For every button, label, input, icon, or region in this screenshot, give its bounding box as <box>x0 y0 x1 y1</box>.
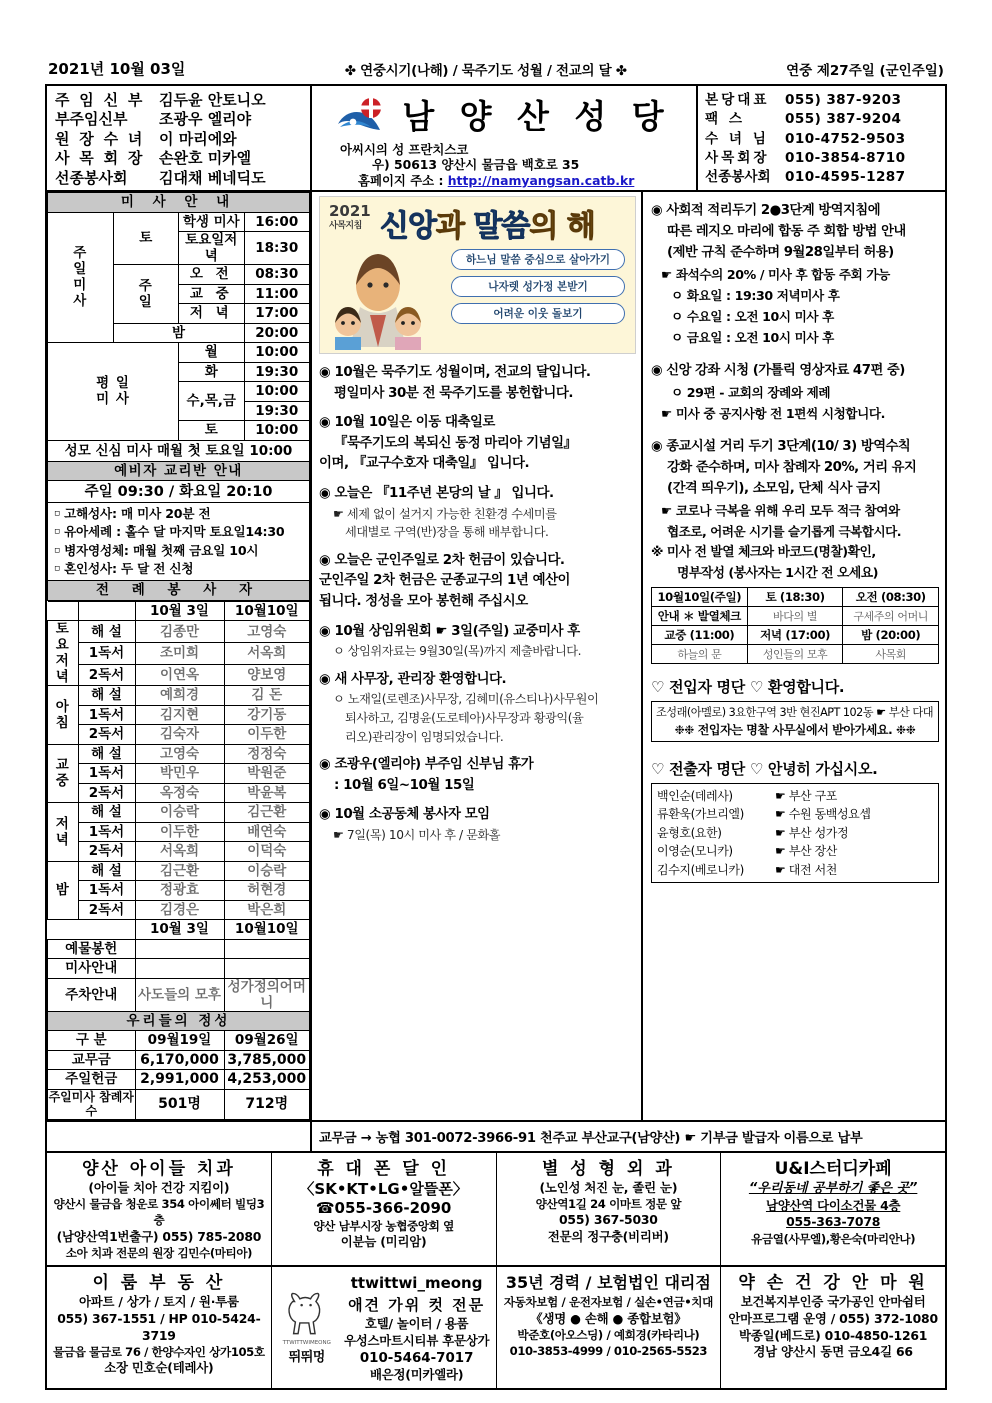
liturgy-server: 이두한 <box>135 822 224 842</box>
outgoing-row: 윤형호(요한) ☛ 부산 성가정 <box>657 825 849 840</box>
incoming-box <box>651 701 939 742</box>
liturgy-extra-label: 예물봉헌 <box>48 939 136 959</box>
promo-year-sub: 사목지침 <box>329 221 362 231</box>
offering-header: 09월19일 <box>135 1031 224 1051</box>
duty-cell: 성인들의 모후 <box>747 645 843 664</box>
duty-cell: 구세주의 어머니 <box>843 607 939 626</box>
liturgy-role: 1독서 <box>78 705 135 725</box>
duty-cell: 토 (18:30) <box>747 588 843 607</box>
liturgy-role: 해 설 <box>78 621 135 643</box>
offering-header: 구 분 <box>48 1031 136 1051</box>
mass-time: 18:30 <box>244 232 310 265</box>
ad-real-estate[interactable]: 이 룸 부 동 산 아파트 / 상가 / 토지 / 원·투룸 055) 367-1551 / HP 010-5424-3719 물금읍 물금로 76 / 한양수자인 상가105호 소장 민호순(테레사) <box>47 1267 272 1387</box>
outgoing-title: ♡ 전출자 명단 ♡ 안녕히 가십시오. <box>651 760 878 779</box>
sunday-mass-label: 주 일 미 사 <box>48 212 114 343</box>
staff-row <box>55 149 304 168</box>
bank-note: 교무금 → 농협 301-0072-3966-91 천주교 부산교구(남양산) ☛ 기부금 발급자 이름으로 납부 <box>319 1130 863 1146</box>
liturgy-server: 배연숙 <box>224 822 310 842</box>
mass-name: 토요일저녁 <box>179 232 245 265</box>
liturgy-server: 허현경 <box>224 881 310 901</box>
mass-time: 17:00 <box>244 304 310 324</box>
liturgy-server: 이덕숙 <box>224 842 310 862</box>
mass-time: 19:30 <box>244 362 310 382</box>
bulletin-date: 2021년 10월 03일 <box>48 60 186 78</box>
offering-label: 주일헌금 <box>48 1070 136 1090</box>
staff-row <box>55 91 304 110</box>
notice-item: ◉ 새 사무장, 관리장 환영합니다. ㅇ 노재일(로렌조)사무장, 김혜미(유스티나)사무원이 퇴사하고, 김명윤(도로테아)사무장과 황광익(율 리오)관리장이 임명되었습니다. <box>319 671 599 744</box>
mass-time: 20:00 <box>244 323 310 343</box>
contact-number: 010-4752-9503 <box>785 130 906 147</box>
liturgy-server: 양보영 <box>224 664 310 686</box>
mass-schedule-title: 미 사 안 내 <box>48 193 310 213</box>
mass-name: 화 <box>179 362 245 382</box>
mass-schedule-table <box>47 192 310 601</box>
notice-item: ◉ 조광우(엘리야) 부주임 신부님 휴가 : 10월 6일~10월 15일 <box>319 757 534 793</box>
notice-item: ◉ 종교시설 거리 두기 3단계(10/ 3) 방역수칙 강화 준수하며, 미사 참례자 20%, 거리 유지 (간격 띄우기), 소모임, 단체 식사 금지 ☛ 코로나 극복을 위해 우리 모두 적극 참여와 협조로, 어려운 시기를 슬기롭게 극복합시다. ※ 미사 전 발열 체크와 바코드(명찰)확인, 명부작성 (봉사자는 1시간 전 오세요) <box>651 439 917 582</box>
notice-item: ◉ 사회적 적리두기 2●3단계 방역지침에 따른 레지오 마리에 합동 주 회합 방법 안내 (제반 규칙 준수하며 9월28일부터 허용) ☛ 좌석수의 20% / 미사 후 합동 주회 가능 ㅇ 화요일 : 19:30 저녁미사 후 ㅇ 수요일 : 오전 10시 미사 후 ㅇ 금요일 : 오전 10시 미사 후 <box>651 203 906 346</box>
center-column <box>312 192 643 1120</box>
staff-name: 김두윤 안토니오 <box>159 91 266 109</box>
mass-time: 19:30 <box>244 401 310 421</box>
liturgy-date1: 10월 3일 <box>135 601 224 621</box>
mass-time: 16:00 <box>244 212 310 232</box>
liturgy-server: 박민우 <box>135 764 224 784</box>
duty-cell: 10월10일(주일) <box>652 588 748 607</box>
mass-name: 저 녁 <box>179 304 245 324</box>
pastoral-promo-banner <box>319 196 636 354</box>
mass-name: 토 <box>179 421 245 441</box>
notice-item: ◉ 오늘은 『11주년 본당의 날 』 입니다. ☛ 세제 없이 설거지 가능한 친환경 수세미를 세대별로 구역(반)장을 통해 배부합니다. <box>319 485 557 540</box>
right-column <box>643 192 945 1120</box>
staff-name: 손완호 미카엘 <box>159 149 252 168</box>
staff-role: 부주임신부 <box>55 110 128 129</box>
contact-number: 055) 387-9204 <box>785 111 902 128</box>
notice-item: ◉ 10월 소공동체 봉사자 모임 ☛ 7일(목) 10시 미사 후 / 문화홀 <box>319 807 501 842</box>
liturgy-extra-value <box>135 939 224 959</box>
liturgy-role: 2독서 <box>78 664 135 686</box>
cross-globe-icon <box>360 97 382 119</box>
staff-role: 사 목 회 장 <box>55 149 145 168</box>
promo-title: 신앙과 말씀의 해 <box>380 209 595 244</box>
bank-note-spacer <box>47 1122 312 1151</box>
promo-pill: 나자렛 성가정 본받기 <box>451 276 625 297</box>
duty-cell: 저녁 (17:00) <box>747 626 843 645</box>
duty-cell: 바다의 별 <box>747 607 843 626</box>
liturgy-server: 정정숙 <box>224 744 310 764</box>
staff-name: 이 마리에와 <box>159 129 237 148</box>
liturgy-extra-value <box>135 959 224 979</box>
church-address: 우) 50613 양산시 물금읍 백호로 35 <box>372 157 580 173</box>
homepage-link[interactable]: http://namyangsan.catb.kr <box>447 172 635 188</box>
liturgy-role: 2독서 <box>78 842 135 862</box>
liturgy-extra-label: 주차안내 <box>48 978 136 1011</box>
ad-mobile-phone[interactable]: 휴 대 폰 달 인 〈SK•KT•LG•알뜰폰〉 ☎055-366-2090 양산 남부시장 농협중앙회 옆 이분늠 (미리암) <box>272 1153 497 1266</box>
ad-dental[interactable]: 양산 아이들 치과 (아이들 치아 건강 지킴이) 양산시 물금읍 청운로 354 아이쎄터 빌딩3층 (남양산역1번출구) 055) 785-2080 소아 치과 전문의 원장 김민수(마티아) <box>47 1153 272 1266</box>
liturgy-server: 고영숙 <box>224 621 310 643</box>
staff-row <box>55 130 304 149</box>
offering-value: 6,170,000 <box>135 1050 224 1070</box>
liturgy-server: 이승락 <box>224 861 310 881</box>
liturgy-extra-value <box>224 959 310 979</box>
offering-header: 09월26일 <box>224 1031 310 1051</box>
liturgy-extra-value: 성가정의어머니 <box>224 978 310 1011</box>
liturgy-corner2 <box>78 601 135 621</box>
contact-number: 010-3854-8710 <box>785 149 906 166</box>
liturgy-role: 해 설 <box>78 861 135 881</box>
notice-item: ◉ 10월은 묵주기도 성월이며, 전교의 달입니다. 평일미사 30분 전 묵주기도를 봉헌합니다. <box>319 365 591 401</box>
liturgy-role: 1독서 <box>78 881 135 901</box>
contact-label: 본당대표 <box>705 92 770 108</box>
liturgy-role: 1독서 <box>78 764 135 784</box>
liturgy-extra-label: 미사안내 <box>48 959 136 979</box>
notice-item: ◉ 10월 상임위원회 ☛ 3일(주일) 교중미사 후 ㅇ 상임위자료는 9월30일(목)까지 제출바랍니다. <box>319 623 582 659</box>
liturgy-corner <box>48 601 79 621</box>
liturgical-week: 연중 제27주일 (군인주일) <box>786 63 944 79</box>
mass-name: 월 <box>179 343 245 363</box>
left-column <box>47 192 312 1120</box>
liturgy-server: 박윤복 <box>224 783 310 803</box>
liturgy-server: 김 돈 <box>224 686 310 706</box>
liturgy-server: 강기동 <box>224 705 310 725</box>
mass-time: 08:30 <box>244 265 310 285</box>
masthead <box>45 84 947 192</box>
duty-cell: 하늘의 문 <box>652 645 748 664</box>
phone-number: ☎055-366-2090 <box>315 1198 452 1217</box>
liturgy-server: 김근환 <box>224 803 310 823</box>
incoming-row: 조성래(아멜로) 3요한구역 3반 현진APT 102동 ☛ 부산 다대 <box>656 706 934 720</box>
saturday-label: 토 <box>113 212 179 265</box>
liturgy-server: 김경은 <box>135 900 224 920</box>
liturgy-server: 서옥희 <box>224 642 310 664</box>
mass-name: 오 전 <box>179 265 245 285</box>
staff-role: 주 임 신 부 <box>55 91 145 109</box>
liturgy-date2: 10월10일 <box>224 601 310 621</box>
catechumen-title: 예비자 교리반 안내 <box>48 461 310 481</box>
contact-label: 팩 스 <box>705 111 745 128</box>
church-logo-icon <box>337 98 393 134</box>
contact-label: 선종봉사회 <box>705 169 771 186</box>
liturgy-group-label: 교 중 <box>48 744 79 803</box>
staff-row <box>55 169 304 188</box>
offering-value: 501명 <box>135 1089 224 1119</box>
liturgy-group-label: 토 요 저 녁 <box>48 621 79 686</box>
liturgy-server: 고영숙 <box>135 744 224 764</box>
sunday-label: 주 일 <box>113 265 179 324</box>
offering-value: 4,253,000 <box>224 1070 310 1090</box>
mass-name: 학생 미사 <box>179 212 245 232</box>
liturgy-title: 전 례 봉 사 자 <box>48 581 310 601</box>
liturgy-server: 조미희 <box>135 642 224 664</box>
liturgy-server: 이연옥 <box>135 664 224 686</box>
liturgy-server: 예희경 <box>135 686 224 706</box>
notice-item: ◉ 신앙 강좌 시청 (가톨릭 영상자료 47편 중) ㅇ 29편 - 교회의 장례와 제례 ☛ 미사 중 공지사항 전 1편씩 시청합니다. <box>651 363 905 421</box>
liturgy-role: 2독서 <box>78 900 135 920</box>
outgoing-row: 김수지(베로니카) ☛ 대전 서천 <box>657 862 837 877</box>
church-identity <box>312 86 698 190</box>
liturgy-server: 이두한 <box>224 725 310 745</box>
top-line <box>45 58 947 84</box>
promo-pill: 어려운 이웃 돌보기 <box>451 303 625 324</box>
promo-pill: 하느님 말씀 중심으로 살아가기 <box>451 249 625 270</box>
staff-role: 선종봉사회 <box>55 168 128 187</box>
liturgy-server: 박은희 <box>224 900 310 920</box>
liturgy-server: 옥정숙 <box>135 783 224 803</box>
liturgy-group-label: 저 녁 <box>48 803 79 862</box>
mass-time: 10:00 <box>244 421 310 441</box>
sacrament-item: ▫ 혼인성사: 두 달 전 신청 <box>54 560 194 576</box>
liturgical-season: ✤ 연중시기(나해) / 묵주기도 성월 / 전교의 달 ✤ <box>344 63 627 79</box>
ad-row-2 <box>47 1267 945 1387</box>
contact-number: 010-4595-1287 <box>785 169 906 186</box>
sacrament-item: ▫ 유아세례 : 홀수 달 마지막 토요일14:30 <box>54 524 285 540</box>
liturgy-corner3 <box>48 920 136 940</box>
duty-cell: 사목회 <box>843 645 939 664</box>
liturgy-servers-table <box>47 601 310 1120</box>
sacrament-item: ▫ 고해성사: 매 미사 20분 전 <box>54 506 211 521</box>
liturgy-role: 1독서 <box>78 822 135 842</box>
liturgy-extra-value <box>224 939 310 959</box>
liturgy-date2: 10월10일 <box>224 920 310 940</box>
mass-time: 10:00 <box>244 382 310 402</box>
liturgy-group-label: 밤 <box>48 861 79 920</box>
staff-name: 조광우 엘리야 <box>159 110 252 129</box>
offering-label: 교무금 <box>48 1050 136 1070</box>
liturgy-role: 1독서 <box>78 642 135 664</box>
liturgy-role: 2독서 <box>78 783 135 803</box>
sacrament-list <box>48 503 310 581</box>
mass-name: 밤 <box>113 323 244 343</box>
catechumen-schedule: 주일 09:30 / 화요일 20:10 <box>48 481 310 503</box>
liturgy-server: 정광효 <box>135 881 224 901</box>
duty-schedule-table <box>651 587 939 664</box>
staff-row <box>55 110 304 129</box>
dog-icon <box>282 1292 332 1336</box>
holy-mary-mass: 성모 신심 미사 매월 첫 토요일 10:00 <box>48 440 310 461</box>
staff-role: 원 장 수 녀 <box>55 129 145 148</box>
advertisements <box>45 1153 947 1390</box>
ad-study-cafe[interactable]: U&I스터디카페 “우리동네 공부하기 좋은 곳” 남양산역 다이소건물 4층 055-363-7078 유금열(사무엘),황은숙(마리안나) <box>748 1158 918 1246</box>
promo-year: 2021 <box>329 202 371 220</box>
church-name: 남 양 산 성 당 <box>402 96 671 136</box>
liturgy-role: 해 설 <box>78 686 135 706</box>
staff-list <box>47 86 312 190</box>
liturgy-role: 해 설 <box>78 744 135 764</box>
liturgy-extra-value: 사도들의 모후 <box>135 978 224 1011</box>
liturgy-server: 이승락 <box>135 803 224 823</box>
staff-name: 김대채 베네딕도 <box>159 168 266 187</box>
contact-label: 수 녀 님 <box>705 130 769 147</box>
offering-value: 712명 <box>224 1089 310 1119</box>
sacrament-item: ▫ 병자영성체: 매월 첫째 금요일 10시 <box>54 542 259 558</box>
offering-value: 3,785,000 <box>224 1050 310 1070</box>
outgoing-row: 백인순(데레사) ☛ 부산 구포 <box>657 789 837 804</box>
notice-item: ◉ 10월 10일은 이동 대축일로 『묵주기도의 복되신 동정 마리아 기념일』 이며, 『교구수호자 대축일』 입니다. <box>319 415 577 472</box>
homepage-label: 홈페이지 주소 : <box>358 172 444 188</box>
liturgy-server: 김종만 <box>135 621 224 643</box>
liturgy-role: 2독서 <box>78 725 135 745</box>
liturgy-server: 박원준 <box>224 764 310 784</box>
offering-value: 2,991,000 <box>135 1070 224 1090</box>
incoming-footnote: ❉❉ 전입자는 명찰 사무실에서 받아가세요. ❉❉ <box>674 723 916 738</box>
mass-time: 11:00 <box>244 284 310 304</box>
liturgy-server: 서옥희 <box>135 842 224 862</box>
liturgy-server: 김숙자 <box>135 725 224 745</box>
duty-cell: 오전 (08:30) <box>843 588 939 607</box>
bank-note-row <box>45 1122 947 1153</box>
mass-name: 교 중 <box>179 284 245 304</box>
outgoing-row: 류환욱(가브리엘) ☛ 수원 동백성요셉 <box>657 807 871 822</box>
outgoing-box <box>651 783 939 883</box>
church-patron: 아씨시의 성 프란치스코 <box>340 142 469 157</box>
ad-massage[interactable]: 약 손 건 강 안 마 원 보건복지부인증 국가공인 안마쉼터 안마프로그램 운영 / 055) 372-1080 박종일(베드로) 010-4850-1261 경남 양산시 동면 금오4길 66 <box>728 1273 938 1360</box>
duty-cell: 교중 (11:00) <box>652 626 748 645</box>
ad-plastic-surgery[interactable]: 별 성 형 외 과 (노인성 처진 눈, 졸린 눈) 양산역1길 24 이마트 정문 앞 055) 367-5030 전문의 정구충(비리버) <box>497 1153 722 1266</box>
liturgy-server: 김지현 <box>135 705 224 725</box>
dog-logo: TTWITTWIMEONG 뛰뛰멍 <box>276 1292 338 1365</box>
mass-name: 수,목,금 <box>179 382 245 421</box>
outgoing-row: 이영순(모니카) ☛ 부산 장산 <box>657 844 837 859</box>
mass-time: 10:00 <box>244 343 310 363</box>
jesus-children-illustration <box>326 245 430 350</box>
weekday-mass-label: 평 일 미 사 <box>48 343 179 441</box>
liturgy-date1: 10월 3일 <box>135 920 224 940</box>
incoming-title: ♡ 전입자 명단 ♡ 환영합니다. <box>651 678 845 697</box>
liturgy-role: 해 설 <box>78 803 135 823</box>
ad-pet-grooming[interactable]: TTWITTWIMEONG 뛰뛰멍 ttwittwi_meong 애견 가위 컷 전문 호텔/ 놀이터 / 용품 우성스마트시티뷰 후문상가 010-5464-7017 배은정(미카엘라) <box>272 1267 497 1387</box>
notice-item: ◉ 오늘은 군인주일로 2차 헌금이 있습니다. 군인주일 2차 헌금은 군종교구의 1년 예산이 됩니다. 정성을 모아 봉헌해 주십시오 <box>319 552 571 609</box>
ad-row-1 <box>47 1153 945 1268</box>
ad-insurance[interactable]: 35년 경력 / 보험법인 대리점 자동차보험 / 운전자보험 / 실손•연금•치대 《생명 ● 손해 ● 종합보험》 박준호(아오스딩) / 예희경(카타리나) 010-3853-4999 / 010-2565-5523 <box>497 1267 722 1387</box>
contact-list <box>698 86 945 190</box>
contact-number: 055) 387-9203 <box>785 92 902 108</box>
contact-label: 사목회장 <box>705 149 770 166</box>
duty-cell: 밤 (20:00) <box>843 626 939 645</box>
duty-cell: 안내 ＊ 발열체크 <box>652 607 748 626</box>
bulletin-body <box>45 192 947 1122</box>
liturgy-server: 김근환 <box>135 861 224 881</box>
liturgy-group-label: 아 침 <box>48 686 79 745</box>
offering-label: 주일미사 참례자수 <box>48 1090 134 1119</box>
offering-title: 우리들의 정성 <box>48 1011 310 1031</box>
